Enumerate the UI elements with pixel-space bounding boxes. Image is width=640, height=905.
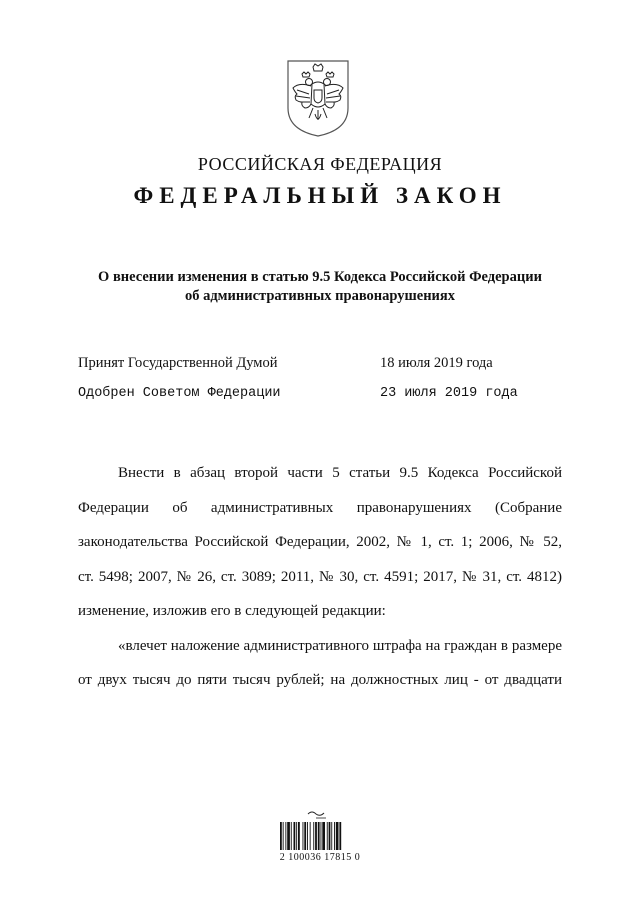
paragraph-1 (78, 456, 562, 629)
subject-line-2: об административных правонарушениях (184, 288, 456, 304)
text-line: законодательства Российской Федерации, 2002, № 1, ст. 1; 2006, № 52, (78, 534, 562, 550)
paragraph-2 (78, 629, 562, 698)
coat-of-arms-emblem (285, 58, 351, 138)
text-line: ст. 5498; 2007, № 26, ст. 3089; 2011, № 30, ст. 4591; 2017, № 31, ст. 4812) (78, 568, 562, 585)
document-type-title: ФЕДЕРАЛЬНЫЙ ЗАКОН (133, 183, 507, 208)
barcode (272, 808, 368, 874)
text-line: Внести в абзац второй части 5 статьи 9.5 Кодекса Российской (118, 465, 562, 481)
text-line: Федерации об административных правонарушениях (Собрание (78, 499, 562, 516)
council-approval-date: 23 июля 2019 года (380, 386, 518, 401)
law-body (78, 456, 562, 698)
council-approval-label: Одобрен Советом Федерации (78, 386, 281, 401)
duma-adoption-label: Принят Государственной Думой (78, 355, 278, 371)
subject-line-1: О внесении изменения в статью 9.5 Кодекса Российской Федерации (98, 269, 542, 285)
law-subject (60, 268, 580, 306)
text-line: от двух тысяч до пяти тысяч рублей; на должностных лиц - от двадцати (78, 672, 562, 688)
duma-adoption-date: 18 июля 2019 года (380, 355, 493, 371)
country-name: РОССИЙСКАЯ ФЕДЕРАЦИЯ (197, 154, 443, 174)
text-line: изменение, изложив его в следующей редакции: (78, 603, 386, 619)
text-line: «влечет наложение административного штрафа на граждан в размере (118, 637, 562, 654)
barcode-number: 2 100036 17815 0 (279, 852, 361, 863)
